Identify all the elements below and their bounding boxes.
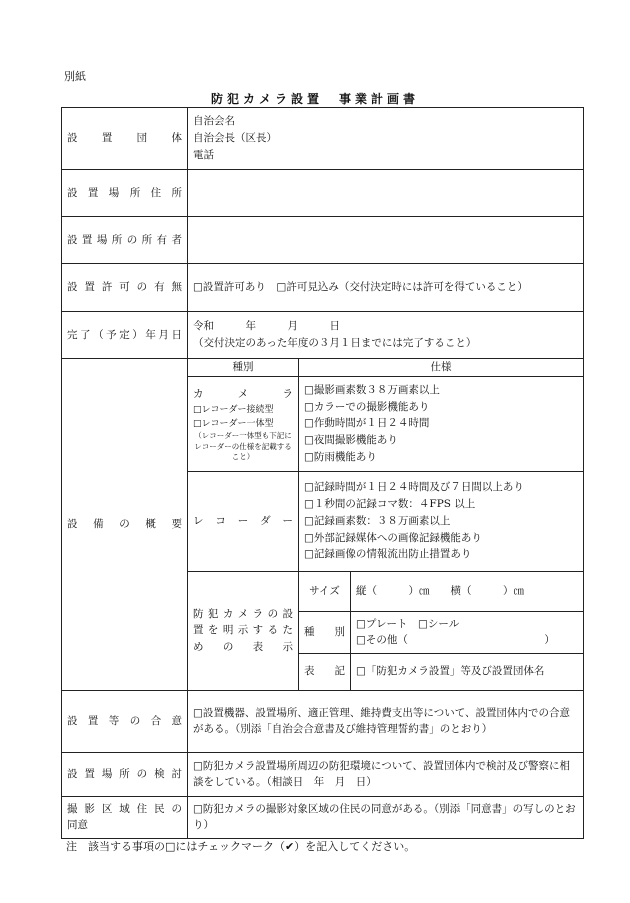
sign-notation-field[interactable]: □「防犯カメラ設置」等及び設置団体名 <box>351 653 584 690</box>
sign-type-option[interactable]: □プレート □シール <box>356 617 460 630</box>
row-completion <box>62 312 584 359</box>
sign-type-options <box>351 611 584 653</box>
address-field[interactable] <box>188 170 584 217</box>
col-spec-header: 仕様 <box>299 359 584 377</box>
document-title: 防犯カメラ設置 事業計画書 <box>210 92 419 106</box>
agreement-text[interactable]: □設置機器、設置場所、適正管理、維持費支出等について、設置団体内での合意がある。（別添「自治会合意書及び維持管理誓約書」のとおり） <box>188 690 584 752</box>
sign-size-field[interactable]: 縦（ ）㎝ 横（ ）㎝ <box>351 571 584 611</box>
label-address: 設置場所住所 <box>62 170 188 217</box>
recorder-spec-item[interactable]: □記録時間が１日２４時間及び７日間以上あり <box>304 481 524 494</box>
label-residents-line2: 同意 <box>67 819 88 832</box>
recorder-spec-item[interactable]: □外部記録媒体への画像記録機能あり <box>304 531 482 544</box>
camera-spec-item[interactable]: □撮影画素数３８万画素以上 <box>304 383 440 396</box>
camera-spec-item[interactable]: □夜間撮影機能あり <box>304 434 398 447</box>
label-residents <box>62 796 188 838</box>
group-info <box>188 108 584 170</box>
camera-label: カメラ <box>193 387 293 400</box>
label-review: 設置場所の検討 <box>62 752 188 796</box>
label-owner: 設置場所の所有者 <box>62 217 188 264</box>
label-completion: 完了（予定）年月日 <box>62 312 188 359</box>
recorder-spec-item[interactable]: □記録画素数：３８万画素以上 <box>304 514 451 527</box>
recorder-spec-item[interactable]: □１秒間の記録コマ数：４FPS 以上 <box>304 498 476 511</box>
recorder-specs <box>299 471 584 571</box>
camera-spec-item[interactable]: □作動時間が１日２４時間 <box>304 417 430 430</box>
label-group: 設置団体 <box>62 108 188 170</box>
sign-type-other[interactable]: □その他（ ） <box>356 634 555 647</box>
sign-label-line: 置を明示するた <box>193 624 293 637</box>
owner-field[interactable] <box>188 217 584 264</box>
sign-label-line: めの表示 <box>193 641 293 654</box>
camera-specs <box>299 376 584 471</box>
row-agreement <box>62 690 584 752</box>
camera-spec-item[interactable]: □防雨機能あり <box>304 450 377 463</box>
group-leader-field[interactable]: 自治会長（区長） <box>193 132 277 145</box>
sign-type-label: 種別 <box>299 611 351 653</box>
row-owner <box>62 217 584 264</box>
completion-deadline-note: （交付決定のあった年度の３月１日までには完了すること） <box>193 337 477 349</box>
row-address <box>62 170 584 217</box>
plan-table <box>61 107 584 839</box>
camera-option-connected[interactable]: □レコーダー接続型 <box>193 404 274 415</box>
group-phone-field[interactable]: 電話 <box>193 148 214 161</box>
row-group <box>62 108 584 170</box>
camera-spec-item[interactable]: □カラーでの撮影機能あり <box>304 400 430 413</box>
recorder-label: レコーダー <box>188 471 299 571</box>
page-label: 別紙 <box>64 70 86 83</box>
residents-text[interactable]: □防犯カメラの撮影対象区域の住民の同意がある。（別添「同意書」の写しのとおり） <box>188 796 584 838</box>
sign-label-line: 防犯カメラの設 <box>193 607 293 620</box>
label-agreement: 設置等の合意 <box>62 690 188 752</box>
permit-options[interactable]: □設置許可あり □許可見込み（交付決定時には許可を得ていること） <box>188 264 584 312</box>
sign-label <box>188 571 299 690</box>
review-text[interactable]: □防犯カメラ設置場所周辺の防犯環境について、設置団体内で検討及び警察に相談をしている。（相談日 年 月 日） <box>188 752 584 796</box>
label-permit: 設置許可の有無 <box>62 264 188 312</box>
sign-size-label: サイズ <box>299 571 351 611</box>
camera-option-integrated[interactable]: □レコーダー一体型 <box>193 419 274 429</box>
recorder-spec-item[interactable]: □記録画像の情報流出防止措置あり <box>304 548 472 561</box>
row-residents <box>62 796 584 838</box>
camera-type <box>188 376 299 471</box>
sign-notation-label: 表記 <box>299 653 351 690</box>
completion-date-field[interactable]: 令和 年 月 日 <box>193 320 340 333</box>
col-type-header: 種別 <box>188 359 299 377</box>
camera-note: （レコーダー一体型も下記にレコーダーの仕様を記載すること） <box>194 431 292 461</box>
row-permit <box>62 264 584 312</box>
group-name-field[interactable]: 自治会名 <box>193 115 235 128</box>
row-review <box>62 752 584 796</box>
label-residents-line1: 撮影区域住民の <box>67 802 182 815</box>
equipment-header-row <box>62 359 584 377</box>
completion-date <box>188 312 584 359</box>
footnote: 注 該当する事項の□にはチェックマーク（✔）を記入してください。 <box>66 840 416 853</box>
label-equipment: 設備の概要 <box>62 359 188 691</box>
